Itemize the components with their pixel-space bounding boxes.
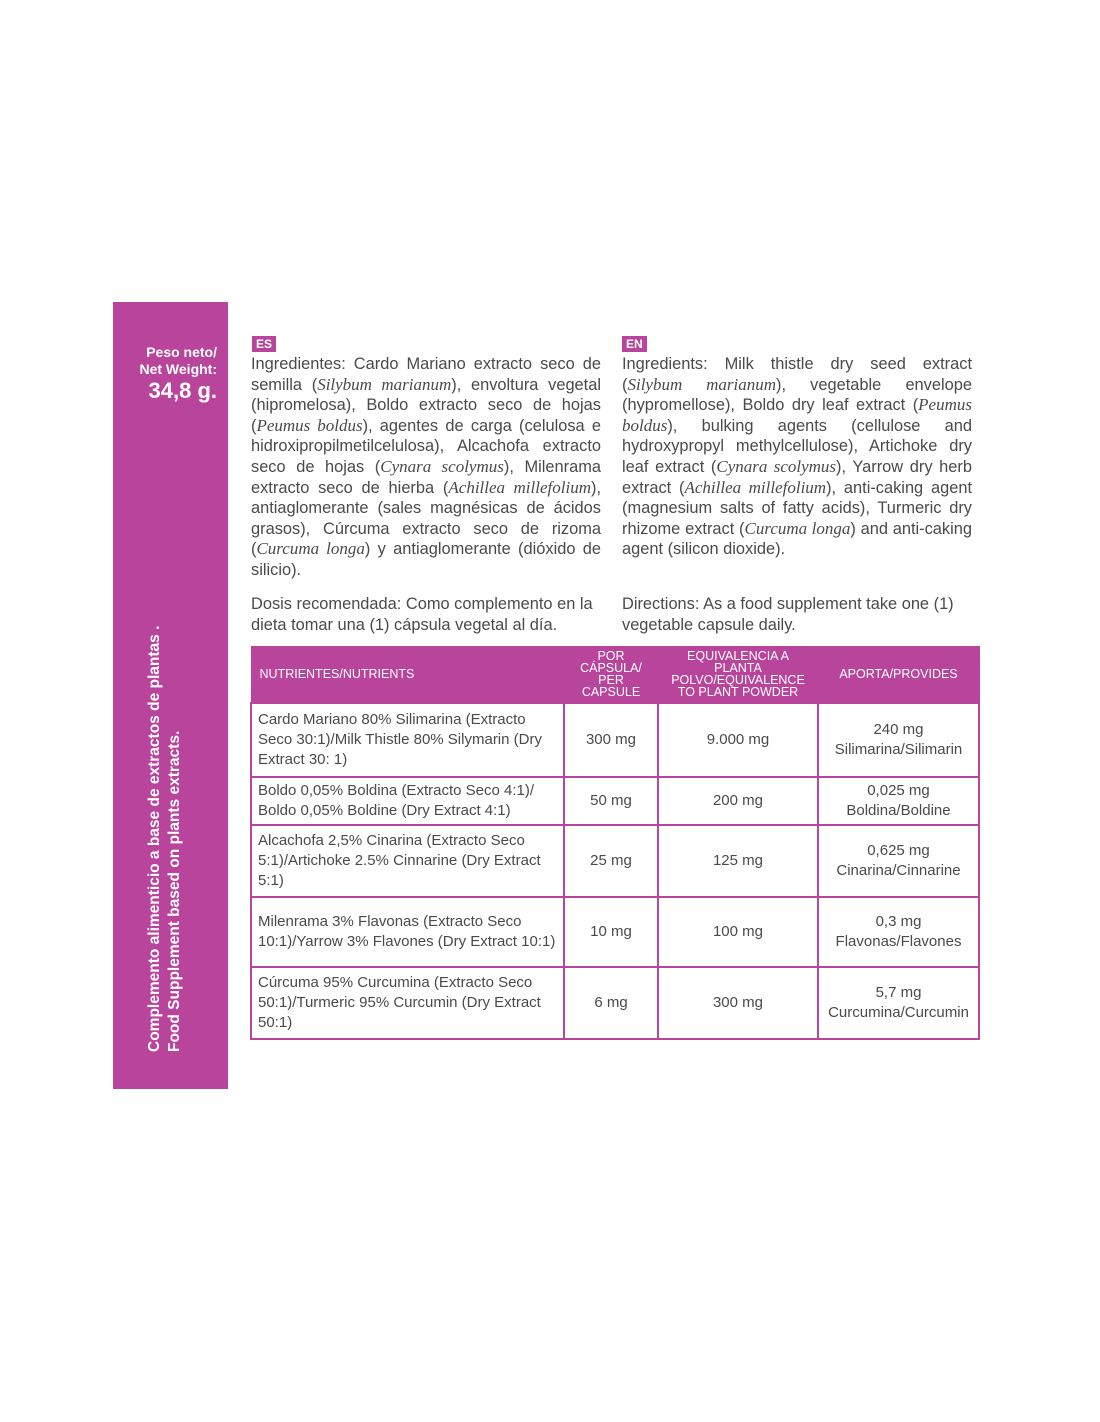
net-weight-label bbox=[127, 344, 217, 378]
provides-value: 0,3 mg Flavonas/Flavones bbox=[818, 897, 979, 967]
table-row bbox=[251, 967, 979, 1039]
equivalence-value: 125 mg bbox=[658, 825, 818, 897]
dosage-es: Dosis recomendada: Como complemento en la dieta tomar una (1) cápsula vegetal al día. bbox=[251, 595, 593, 634]
equivalence-value: 300 mg bbox=[658, 967, 818, 1039]
per-capsule-value: 6 mg bbox=[564, 967, 658, 1039]
table-row bbox=[251, 703, 979, 777]
description-es: Complemento alimenticio a base de extractos de plantas . bbox=[146, 625, 163, 1052]
ingredients-en: Ingredients: Milk thistle dry seed extract (Silybum marianum), vegetable envelope (hypromellose), Boldo dry leaf extract (Peumus boldus), bulking agents (cellulose and hydroxypropyl methylcellulose), Artichoke dry leaf extract (Cynara scolymus), Yarrow dry herb extract (Achillea millefolium), anti-caking agent (magnesium salts of fatty acids), Turmeric dry rhizome extract (Curcuma longa) and anti-caking agent (silicon dioxide). bbox=[622, 355, 973, 559]
net-weight-value: 34,8 g. bbox=[148, 378, 217, 403]
per-capsule-value: 50 mg bbox=[564, 777, 658, 825]
product-description-vertical bbox=[145, 612, 185, 1052]
provides-value: 0,625 mg Cinarina/Cinnarine bbox=[818, 825, 979, 897]
description-en: Food Supplement based on plants extracts. bbox=[166, 730, 183, 1052]
provides-value: 0,025 mg Boldina/Boldine bbox=[818, 777, 979, 825]
equivalence-value: 200 mg bbox=[658, 777, 818, 825]
table-row bbox=[251, 897, 979, 967]
lang-tag-es: ES bbox=[252, 336, 276, 352]
header-per-capsule: POR CÁPSULA/ PER CAPSULE bbox=[564, 647, 658, 703]
directions-en: Directions: As a food supplement take one (1) vegetable capsule daily. bbox=[622, 595, 954, 634]
header-nutrients: NUTRIENTES/NUTRIENTS bbox=[251, 647, 564, 703]
equivalence-value: 100 mg bbox=[658, 897, 818, 967]
equivalence-value: 9.000 mg bbox=[658, 703, 818, 777]
weight-label-es: Peso neto/ bbox=[146, 344, 217, 360]
nutrient-name: Cúrcuma 95% Curcumina (Extracto Seco 50:1)/Turmeric 95% Curcumin (Dry Extract 50:1) bbox=[251, 967, 564, 1039]
lang-tag-en: EN bbox=[622, 336, 647, 352]
per-capsule-value: 300 mg bbox=[564, 703, 658, 777]
nutrient-name: Milenrama 3% Flavonas (Extracto Seco 10:1)/Yarrow 3% Flavones (Dry Extract 10:1) bbox=[251, 897, 564, 967]
nutrient-name: Boldo 0,05% Boldina (Extracto Seco 4:1)/ Boldo 0,05% Boldine (Dry Extract 4:1) bbox=[251, 777, 564, 825]
ingredients-es: Ingredientes: Cardo Mariano extracto seco de semilla (Silybum marianum), envoltura vegetal (hipromelosa), Boldo extracto seco de hojas (Peumus boldus), agentes de carga (celulosa e hidroxipropilmetilcelulosa), Alcachofa extracto seco de hojas (Cynara scolymus), Milenrama extracto seco de hierba (Achillea millefolium), antiaglomerante (sales magnésicas de ácidos grasos), Cúrcuma extracto seco de rizoma (Curcuma longa) y antiaglomerante (dióxido de silicio). bbox=[251, 355, 602, 579]
nutrient-name: Alcachofa 2,5% Cinarina (Extracto Seco 5:1)/Artichoke 2.5% Cinnarine (Dry Extract 5:1) bbox=[251, 825, 564, 897]
table-header-row bbox=[251, 647, 979, 703]
per-capsule-value: 10 mg bbox=[564, 897, 658, 967]
table-row bbox=[251, 777, 979, 825]
table-row bbox=[251, 825, 979, 897]
header-equivalence: EQUIVALENCIA A PLANTA POLVO/EQUIVALENCE TO PLANT POWDER bbox=[658, 647, 818, 703]
provides-value: 5,7 mg Curcumina/Curcumin bbox=[818, 967, 979, 1039]
weight-label-en: Net Weight: bbox=[139, 361, 217, 377]
nutrients-table bbox=[250, 646, 980, 1040]
per-capsule-value: 25 mg bbox=[564, 825, 658, 897]
header-provides: APORTA/PROVIDES bbox=[818, 647, 979, 703]
nutrient-name: Cardo Mariano 80% Silimarina (Extracto Seco 30:1)/Milk Thistle 80% Silymarin (Dry Extract 30: 1) bbox=[251, 703, 564, 777]
sidebar-panel bbox=[113, 302, 228, 1089]
provides-value: 240 mg Silimarina/Silimarin bbox=[818, 703, 979, 777]
